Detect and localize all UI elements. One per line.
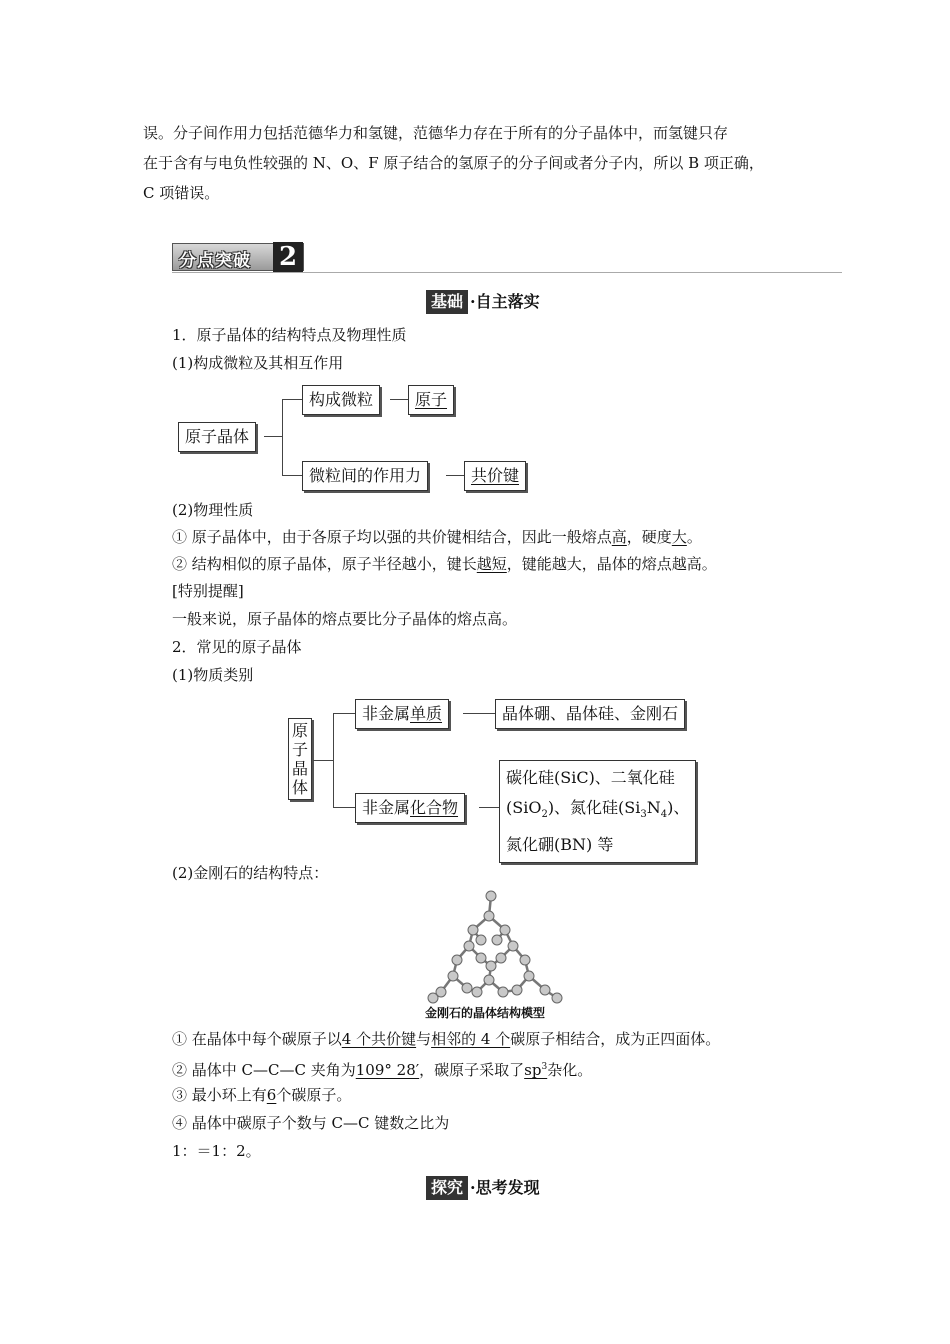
d2-bottom-pre: 非金属: [362, 798, 411, 817]
p1-end: 。: [686, 528, 702, 546]
d2-ex-line-1: 碳化硅(SiC)、二氧化硅: [506, 768, 675, 787]
banner-rule: [172, 272, 842, 273]
q2-answer-2: [524, 1061, 547, 1079]
d2-ex-part: (SiO: [506, 798, 542, 817]
d1-top-answer: [408, 385, 454, 415]
tip-title: [特别提醒]: [172, 582, 244, 600]
d2-bracket: [333, 713, 334, 807]
q3-end: 个碳原子。: [276, 1086, 352, 1104]
section-subtitle: ·思考发现: [470, 1178, 540, 1197]
d2-connector: [313, 760, 333, 761]
figure-caption: 金刚石的晶体结构模型: [425, 1006, 546, 1020]
heading-1a: (1)构成微粒及其相互作用: [172, 354, 344, 372]
p2-answer-1: 越短: [476, 555, 507, 573]
intro-line-2: 在于含有与电负性较强的 N、O、F 原子结合的氢原子的分子间或者分子内，所以 B 项正确，: [143, 154, 764, 172]
d1-bracket: [282, 399, 283, 475]
section-subtitle: ·自主落实: [470, 292, 540, 311]
p2-text: ② 结构相似的原子晶体，原子半径越小，键长: [172, 555, 477, 573]
q2-answer-1: 109° 28′: [355, 1061, 420, 1079]
p1-mid: ，硬度: [626, 528, 672, 546]
q2-sp: sp: [524, 1061, 542, 1079]
d2-top-link: [463, 713, 495, 714]
d2-bottom-answer: 化合物: [410, 798, 459, 817]
heading-1: 1．原子晶体的结构特点及物理性质: [172, 326, 407, 344]
q2-text: ② 晶体中 C—C—C 夹角为: [172, 1061, 356, 1079]
structure-point-1: [172, 1029, 720, 1049]
d2-root-char: 体: [291, 778, 308, 797]
q2-end: 杂化。: [547, 1061, 593, 1079]
p1-answer-2: 大: [671, 528, 687, 546]
d2-bottom-link: [479, 807, 499, 808]
d1-top-box: 构成微粒: [302, 385, 380, 415]
banner-label: 分点突破: [179, 251, 251, 271]
d2-bottom-examples: [499, 760, 696, 863]
p1-text: ① 原子晶体中，由于各原子均以强的共价键相结合，因此一般熔点: [172, 528, 612, 546]
property-1: [172, 527, 702, 547]
heading-2: 2．常见的原子晶体: [172, 638, 302, 656]
q1-text: ① 在晶体中每个碳原子以: [172, 1030, 342, 1048]
d2-ex-sub: 2: [541, 809, 548, 821]
d1-branch-bottom: [282, 475, 302, 476]
d1-bottom-answer-text: 共价键: [471, 466, 520, 485]
d1-root-box: 原子晶体: [178, 422, 256, 452]
d2-top-examples: 晶体硼、晶体硅、金刚石: [495, 699, 685, 729]
p2-end: ，键能越大，晶体的熔点越高。: [506, 555, 717, 573]
d2-ex-part: )、: [667, 798, 690, 817]
q3-text: ③ 最小环上有: [172, 1086, 267, 1104]
d1-bottom-box: 微粒间的作用力: [302, 461, 428, 491]
d1-bottom-answer: [464, 461, 526, 491]
q1-answer-1: 4 个共价键: [341, 1030, 417, 1048]
q1-end: 碳原子相结合，成为正四面体。: [510, 1030, 721, 1048]
d2-branch-bottom: [333, 807, 355, 808]
d2-top-box: [355, 699, 449, 729]
d2-root-box: [288, 718, 312, 800]
d2-ex-sub: 4: [660, 809, 668, 821]
section-heading-basics: [426, 290, 540, 314]
d2-ex-part: )、氮化硅(Si: [547, 798, 641, 817]
structure-point-4: ④ 晶体中碳原子个数与 C—C 键数之比为: [172, 1114, 450, 1132]
d2-root-char: 晶: [291, 759, 308, 778]
section-tag: 基础: [426, 290, 468, 314]
d2-branch-top: [333, 713, 355, 714]
section-banner: [172, 243, 304, 271]
q1-mid: 与: [416, 1030, 432, 1048]
structure-point-4-answer: 1：＝1：2。: [172, 1142, 261, 1160]
d1-top-answer-text: 原子: [415, 390, 448, 409]
section-tag: 探究: [426, 1176, 468, 1200]
d1-bottom-link: [446, 475, 464, 476]
d1-branch-top: [282, 399, 302, 400]
p1-answer-1: 高: [611, 528, 627, 546]
d2-top-answer: 单质: [410, 704, 443, 723]
heading-2a: (1)物质类别: [172, 666, 254, 684]
q2-sup: 3: [541, 1062, 548, 1072]
banner-number: 2: [273, 242, 303, 272]
d2-top-pre: 非金属: [362, 704, 411, 723]
d2-bottom-box: [355, 793, 465, 823]
diamond-structure-figure: [425, 888, 565, 1006]
d2-ex-line-3: 氮化硼(BN) 等: [506, 835, 614, 855]
heading-1b: (2)物理性质: [172, 501, 254, 519]
d1-top-link: [390, 399, 408, 400]
intro-line-1: 误。分子间作用力包括范德华力和氢键，范德华力存在于所有的分子晶体中，而氢键只存: [143, 124, 729, 142]
d1-connector: [264, 436, 282, 437]
intro-line-3: C 项错误。: [143, 184, 220, 202]
q1-answer-2: 相邻的 4 个: [431, 1030, 511, 1048]
q2-mid: ，碳原子采取了: [419, 1061, 525, 1079]
heading-2b: (2)金刚石的结构特点：: [172, 864, 329, 882]
section-heading-explore: [426, 1176, 540, 1200]
d2-ex-part: N: [646, 798, 661, 817]
property-2: [172, 554, 717, 574]
structure-point-3: [172, 1085, 351, 1105]
d2-root-char: 原: [291, 721, 308, 740]
d2-ex-sub: 3: [640, 809, 647, 821]
tip-text: 一般来说，原子晶体的熔点要比分子晶体的熔点高。: [172, 610, 518, 628]
q3-answer-1: 6: [266, 1086, 277, 1104]
d2-ex-line-2: [506, 793, 689, 830]
structure-point-2: [172, 1057, 592, 1080]
d2-root-char: 子: [291, 740, 308, 759]
